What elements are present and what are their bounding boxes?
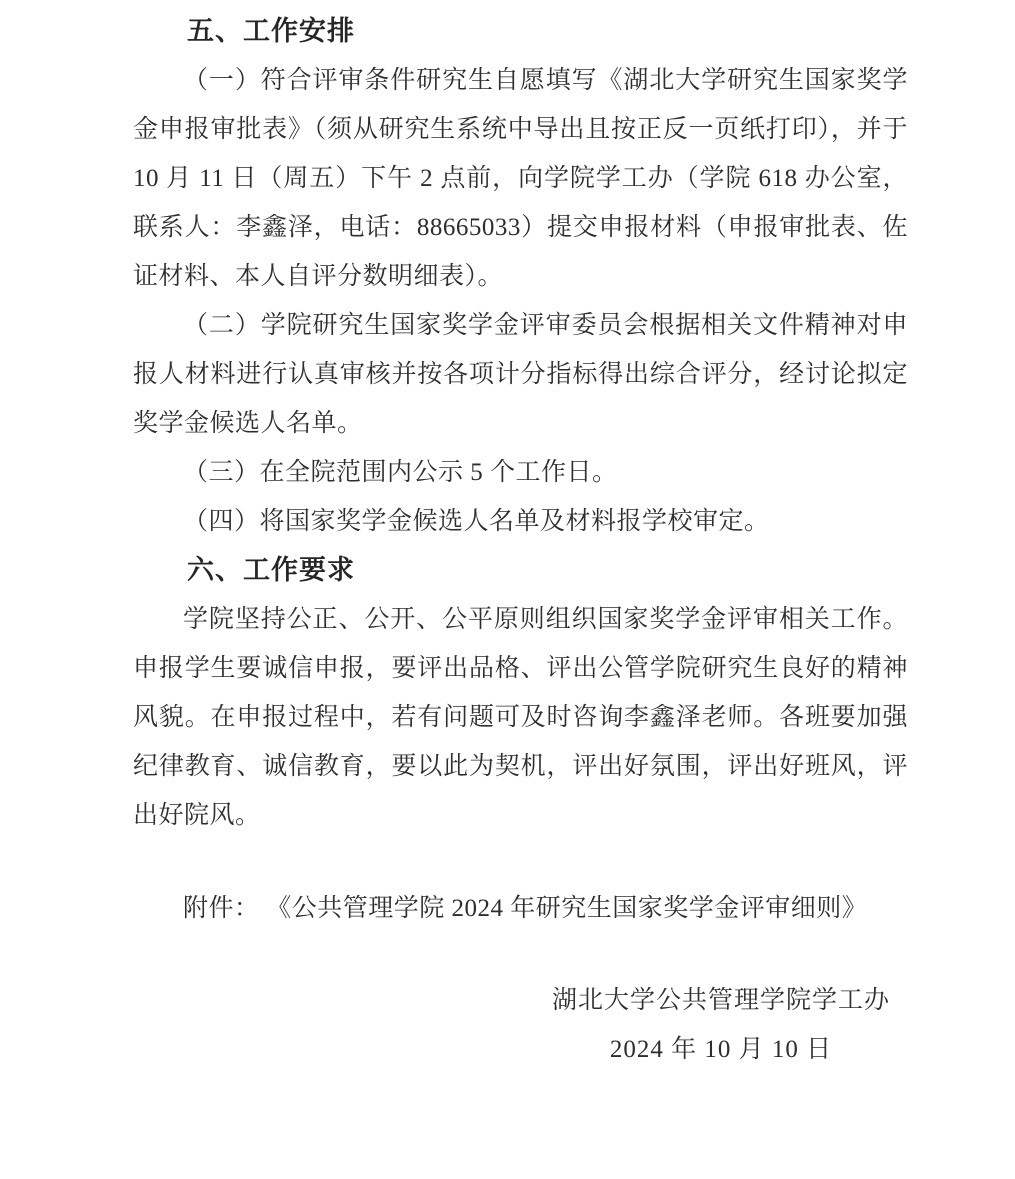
signature-date: 2024 年 10 月 10 日 [609,1036,833,1063]
signature-org: 湖北大学公共管理学院学工办 [551,987,890,1014]
section-5-heading: 五、工作安排 [187,16,355,46]
attachment-reference: 附件： 《公共管理学院 2024 年研究生国家奖学金评审细则》 [183,895,868,922]
section-5-paragraph-1: （一）符合评审条件研究生自愿填写《湖北大学研究生国家奖学金申报审批表》（须从研究生系统中导出且按正反一页纸打印），并于 10 月 11 日（周五）下午 2 点前，向学院学工办（学院 618 办公室，联系人：李鑫泽，电话：88665033）提交申报材料（申报审批表、佐证材料、本人自评分数明细表）。 [133,67,908,290]
document-page [133,7,908,1074]
section-5-paragraph-3: （三）在全院范围内公示 5 个工作日。 [183,459,618,486]
section-6-heading: 六、工作要求 [187,555,355,585]
section-5-paragraph-2: （二）学院研究生国家奖学金评审委员会根据相关文件精神对申报人材料进行认真审核并按各项计分指标得出综合评分，经讨论拟定奖学金候选人名单。 [133,312,908,437]
section-6-paragraph-1: 学院坚持公正、公开、公平原则组织国家奖学金评审相关工作。申报学生要诚信申报，要评出品格、评出公管学院研究生良好的精神风貌。在申报过程中，若有问题可及时咨询李鑫泽老师。各班要加强纪律教育、诚信教育，要以此为契机，评出好氛围，评出好班风，评出好院风。 [133,606,908,829]
section-5-paragraph-4: （四）将国家奖学金候选人名单及材料报学校审定。 [183,508,770,535]
signature-block [552,976,890,1074]
